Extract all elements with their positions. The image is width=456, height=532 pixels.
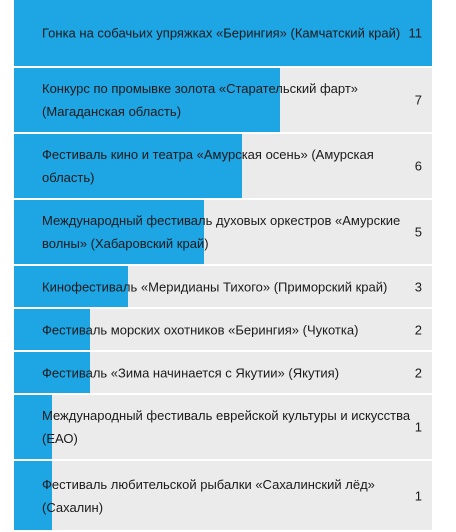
value-label: 2: [414, 365, 422, 380]
value-label: 5: [414, 224, 422, 240]
category-label: Кинофестиваль «Меридианы Тихого» (Приморский край): [42, 279, 388, 294]
bar-row: [14, 266, 432, 309]
category-label: Фестиваль «Зима начинается с Якутии» (Якутия): [42, 365, 340, 380]
category-label: Фестиваль кино и театра «Амурская осень» (Амурская область): [42, 147, 374, 185]
bar-row: [14, 309, 432, 352]
value-label: 1: [414, 419, 422, 435]
category-label: Гонка на собачьих упряжках «Берингия» (Камчатский край): [42, 25, 401, 41]
bar-row: [14, 134, 432, 200]
bar-chart: [14, 0, 432, 532]
category-label: Фестиваль морских охотников «Берингия» (Чукотка): [42, 322, 359, 337]
category-label: Международный фестиваль духовых оркестров «Амурские волны» (Хабаровский край): [42, 213, 401, 251]
value-label: 2: [414, 322, 422, 337]
bar-row: [14, 461, 432, 532]
value-label: 7: [414, 92, 422, 108]
bar-row: [14, 352, 432, 395]
value-label: 3: [414, 279, 422, 294]
value-label: 1: [414, 488, 422, 503]
bar-row: [14, 395, 432, 461]
category-label: Конкурс по промывке золота «Старательский фарт» (Магаданская область): [42, 81, 359, 119]
bar-row: [14, 200, 432, 266]
category-label: Фестиваль любительской рыбалки «Сахалинский лёд» (Сахалин): [42, 476, 375, 515]
value-label: 11: [408, 25, 422, 41]
bar-row: [14, 68, 432, 134]
value-label: 6: [414, 158, 422, 174]
category-label: Международный фестиваль еврейской культуры и искусства (ЕАО): [42, 408, 411, 446]
bar-row: [14, 0, 432, 68]
